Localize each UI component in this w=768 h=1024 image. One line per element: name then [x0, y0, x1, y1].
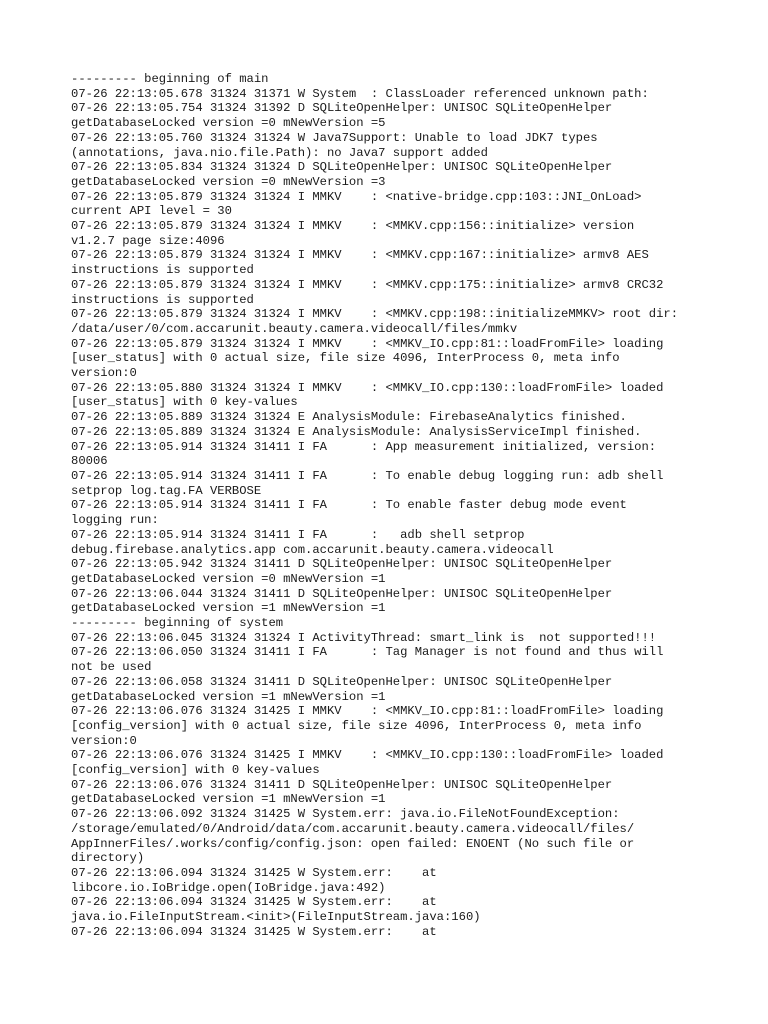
log-line: 07-26 22:13:06.076 31324 31425 I MMKV : <MMKV_IO.cpp:130::loadFromFile> loaded [71, 748, 664, 763]
log-line: 07-26 22:13:05.880 31324 31324 I MMKV : <MMKV_IO.cpp:130::loadFromFile> loaded [71, 380, 664, 395]
log-line: v1.2.7 page size:4096 [71, 233, 225, 248]
log-line: 07-26 22:13:05.879 31324 31324 I MMKV : <MMKV.cpp:167::initialize> armv8 AES [71, 248, 649, 263]
log-line: 07-26 22:13:05.760 31324 31324 W Java7Support: Unable to load JDK7 types [71, 130, 598, 145]
log-line: version:0 [71, 733, 137, 748]
log-line: AppInnerFiles/.works/config/config.json: open failed: ENOENT (No such file or [71, 836, 635, 851]
log-line: [config_version] with 0 key-values [71, 763, 320, 778]
log-line: 07-26 22:13:06.076 31324 31411 D SQLiteOpenHelper: UNISOC SQLiteOpenHelper [71, 777, 613, 792]
log-line: logging run: [71, 513, 159, 528]
log-line: 07-26 22:13:05.914 31324 31411 I FA : adb shell setprop [71, 527, 525, 542]
log-line: --------- beginning of main [71, 72, 269, 86]
log-line: 07-26 22:13:05.678 31324 31371 W System : ClassLoader referenced unknown path: [71, 86, 649, 101]
log-line: not be used [71, 660, 152, 675]
log-line: 07-26 22:13:06.092 31324 31425 W System.err: java.io.FileNotFoundException: [71, 807, 620, 822]
log-line: 07-26 22:13:05.834 31324 31324 D SQLiteOpenHelper: UNISOC SQLiteOpenHelper [71, 160, 613, 175]
log-line: 07-26 22:13:05.879 31324 31324 I MMKV : <MMKV.cpp:156::initialize> version [71, 219, 635, 234]
log-line: /data/user/0/com.accarunit.beauty.camera.videocall/files/mmkv [71, 321, 518, 336]
log-document [71, 72, 711, 939]
log-line: 07-26 22:13:06.050 31324 31411 I FA : Tag Manager is not found and thus will [71, 645, 664, 660]
log-line: getDatabaseLocked version =0 mNewVersion =3 [71, 174, 386, 189]
log-line: instructions is supported [71, 263, 254, 278]
log-line: directory) [71, 851, 145, 866]
log-line: 07-26 22:13:05.889 31324 31324 E AnalysisModule: FirebaseAnalytics finished. [71, 410, 627, 425]
log-line: version:0 [71, 366, 137, 381]
log-line: getDatabaseLocked version =1 mNewVersion =1 [71, 601, 386, 616]
log-line: setprop log.tag.FA VERBOSE [71, 483, 262, 498]
log-line: instructions is supported [71, 292, 254, 307]
log-line: getDatabaseLocked version =1 mNewVersion =1 [71, 792, 386, 807]
log-line: debug.firebase.analytics.app com.accarunit.beauty.camera.videocall [71, 542, 554, 557]
log-line: 07-26 22:13:05.879 31324 31324 I MMKV : <native-bridge.cpp:103::JNI_OnLoad> [71, 189, 642, 204]
log-line: getDatabaseLocked version =1 mNewVersion =1 [71, 689, 386, 704]
log-line: 07-26 22:13:05.879 31324 31324 I MMKV : <MMKV_IO.cpp:81::loadFromFile> loading [71, 336, 664, 351]
log-line: 07-26 22:13:05.754 31324 31392 D SQLiteOpenHelper: UNISOC SQLiteOpenHelper [71, 101, 613, 116]
log-line: 07-26 22:13:05.879 31324 31324 I MMKV : <MMKV.cpp:198::initializeMMKV> root dir: [71, 307, 679, 322]
log-line: --------- beginning of system [71, 616, 284, 631]
log-line: 07-26 22:13:06.094 31324 31425 W System.err: at [71, 895, 437, 910]
log-line: getDatabaseLocked version =0 mNewVersion =5 [71, 116, 386, 131]
log-line: 07-26 22:13:05.942 31324 31411 D SQLiteOpenHelper: UNISOC SQLiteOpenHelper [71, 557, 613, 572]
log-line: [config_version] with 0 actual size, file size 4096, InterProcess 0, meta info [71, 718, 642, 733]
log-line: 80006 [71, 454, 108, 469]
log-line: 07-26 22:13:05.879 31324 31324 I MMKV : <MMKV.cpp:175::initialize> armv8 CRC32 [71, 277, 664, 292]
log-line: getDatabaseLocked version =0 mNewVersion =1 [71, 571, 386, 586]
log-line: 07-26 22:13:06.094 31324 31425 W System.err: at [71, 865, 437, 880]
log-line: 07-26 22:13:05.914 31324 31411 I FA : App measurement initialized, version: [71, 439, 657, 454]
log-line: 07-26 22:13:06.058 31324 31411 D SQLiteOpenHelper: UNISOC SQLiteOpenHelper [71, 674, 613, 689]
log-line: 07-26 22:13:05.889 31324 31324 E AnalysisModule: AnalysisServiceImpl finished. [71, 424, 642, 439]
log-line: current API level = 30 [71, 204, 232, 219]
log-line: java.io.FileInputStream.<init>(FileInputStream.java:160) [71, 910, 481, 925]
log-line: libcore.io.IoBridge.open(IoBridge.java:492) [71, 880, 386, 895]
log-line: (annotations, java.nio.file.Path): no Java7 support added [71, 145, 488, 160]
log-line: 07-26 22:13:05.914 31324 31411 I FA : To enable faster debug mode event [71, 498, 627, 513]
log-line: [user_status] with 0 actual size, file size 4096, InterProcess 0, meta info [71, 351, 620, 366]
log-line: 07-26 22:13:06.044 31324 31411 D SQLiteOpenHelper: UNISOC SQLiteOpenHelper [71, 586, 613, 601]
log-line: 07-26 22:13:06.094 31324 31425 W System.err: at [71, 924, 437, 939]
log-line: /storage/emulated/0/Android/data/com.accarunit.beauty.camera.videocall/files/ [71, 821, 635, 836]
log-line: 07-26 22:13:06.076 31324 31425 I MMKV : <MMKV_IO.cpp:81::loadFromFile> loading [71, 704, 664, 719]
log-line: 07-26 22:13:06.045 31324 31324 I ActivityThread: smart_link is not supported!!! [71, 630, 657, 645]
log-line: [user_status] with 0 key-values [71, 395, 298, 410]
log-line: 07-26 22:13:05.914 31324 31411 I FA : To enable debug logging run: adb shell [71, 468, 664, 483]
